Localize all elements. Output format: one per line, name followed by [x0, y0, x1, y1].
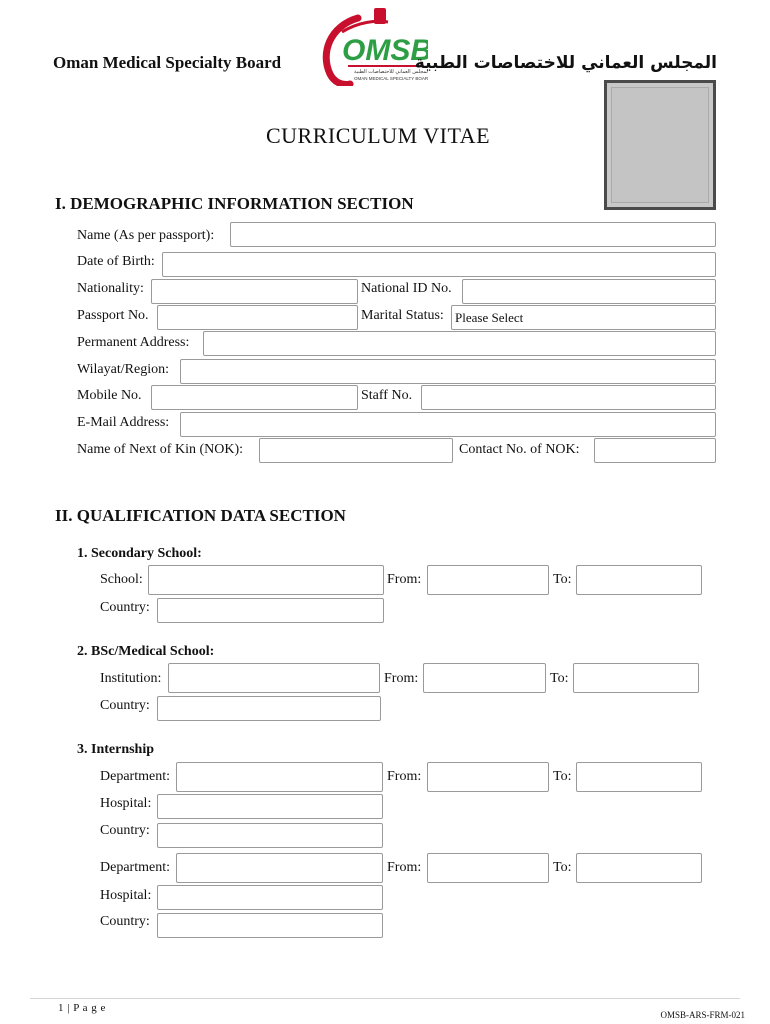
internship-from-input[interactable]	[427, 762, 549, 792]
marital-status-label: Marital Status:	[361, 308, 444, 323]
dob-input[interactable]	[162, 252, 716, 277]
internship-hospital-label: Hospital:	[100, 888, 152, 903]
photo-placeholder-icon	[611, 87, 709, 203]
national-id-label: National ID No.	[361, 281, 452, 296]
email-label: E-Mail Address:	[77, 415, 170, 430]
org-name-arabic: المجلس العماني للاختصاصات الطبية	[414, 53, 717, 73]
secondary-to-input[interactable]	[576, 565, 702, 595]
permanent-address-input[interactable]	[203, 331, 716, 356]
wilayat-label: Wilayat/Region:	[77, 362, 169, 377]
page-number: 1 | P a g e	[58, 1002, 106, 1014]
permanent-address-label: Permanent Address:	[77, 335, 190, 350]
secondary-country-label: Country:	[100, 600, 150, 615]
dob-label: Date of Birth:	[77, 254, 155, 269]
org-name-english: Oman Medical Specialty Board	[53, 53, 282, 72]
internship-to-label: To:	[553, 769, 572, 784]
internship-department-label: Department:	[100, 860, 170, 875]
secondary-school-label: School:	[100, 572, 143, 587]
bsc-country-input[interactable]	[157, 696, 381, 721]
logo-caption-english: OMAN MEDICAL SPECIALTY BOARD	[354, 76, 428, 81]
nok-name-input[interactable]	[259, 438, 453, 463]
bsc-from-input[interactable]	[423, 663, 546, 693]
email-input[interactable]	[180, 412, 716, 437]
secondary-school-input[interactable]	[148, 565, 384, 595]
bsc-country-label: Country:	[100, 698, 150, 713]
internship-to-input[interactable]	[576, 853, 702, 883]
name-input[interactable]	[230, 222, 716, 247]
passport-input[interactable]	[157, 305, 358, 330]
logo-caption-arabic: المجلس العماني للاختصاصات الطبية	[354, 69, 428, 75]
internship-from-label: From:	[387, 769, 422, 784]
secondary-country-input[interactable]	[157, 598, 384, 623]
internship-country-input[interactable]	[157, 823, 383, 848]
internship-hospital-input[interactable]	[157, 794, 383, 819]
nationality-label: Nationality:	[77, 281, 144, 296]
nok-name-label: Name of Next of Kin (NOK):	[77, 442, 244, 457]
internship-heading: 3. Internship	[77, 742, 155, 757]
internship-hospital-label: Hospital:	[100, 796, 152, 811]
form-code: OMSB-ARS-FRM-021	[660, 1010, 745, 1020]
msb-logo-icon	[318, 8, 428, 86]
internship-country-input[interactable]	[157, 913, 383, 938]
national-id-input[interactable]	[462, 279, 716, 304]
secondary-to-label: To:	[553, 572, 572, 587]
logo-letters: OMSB	[342, 34, 428, 67]
bsc-institution-input[interactable]	[168, 663, 380, 693]
passport-label: Passport No.	[77, 308, 149, 323]
page-title: CURRICULUM VITAE	[266, 123, 491, 148]
nationality-input[interactable]	[151, 279, 358, 304]
staff-no-input[interactable]	[421, 385, 716, 410]
secondary-school-heading: 1. Secondary School:	[77, 546, 202, 561]
internship-department-input[interactable]	[176, 853, 383, 883]
nok-contact-input[interactable]	[594, 438, 716, 463]
internship-to-input[interactable]	[576, 762, 702, 792]
section-qualification-heading: II. QUALIFICATION DATA SECTION	[55, 506, 346, 525]
secondary-from-label: From:	[387, 572, 422, 587]
mobile-input[interactable]	[151, 385, 358, 410]
internship-department-label: Department:	[100, 769, 170, 784]
name-label: Name (As per passport):	[77, 228, 215, 243]
secondary-from-input[interactable]	[427, 565, 549, 595]
internship-hospital-input[interactable]	[157, 885, 383, 910]
internship-to-label: To:	[553, 860, 572, 875]
photo-placeholder-box[interactable]	[604, 80, 716, 210]
footer-divider	[30, 998, 740, 999]
mobile-label: Mobile No.	[77, 388, 142, 403]
bsc-from-label: From:	[384, 671, 419, 686]
marital-status-select[interactable]: Please Select	[451, 305, 716, 330]
section-demographic-heading: I. DEMOGRAPHIC INFORMATION SECTION	[55, 194, 414, 213]
bsc-to-input[interactable]	[573, 663, 699, 693]
bsc-heading: 2. BSc/Medical School:	[77, 644, 215, 659]
nok-contact-label: Contact No. of NOK:	[459, 442, 580, 457]
internship-department-input[interactable]	[176, 762, 383, 792]
msb-logo-graphic	[318, 8, 428, 86]
internship-from-label: From:	[387, 860, 422, 875]
internship-country-label: Country:	[100, 914, 150, 929]
internship-country-label: Country:	[100, 823, 150, 838]
bsc-to-label: To:	[550, 671, 569, 686]
staff-no-label: Staff No.	[361, 388, 413, 403]
wilayat-input[interactable]	[180, 359, 716, 384]
internship-from-input[interactable]	[427, 853, 549, 883]
bsc-institution-label: Institution:	[100, 671, 162, 686]
